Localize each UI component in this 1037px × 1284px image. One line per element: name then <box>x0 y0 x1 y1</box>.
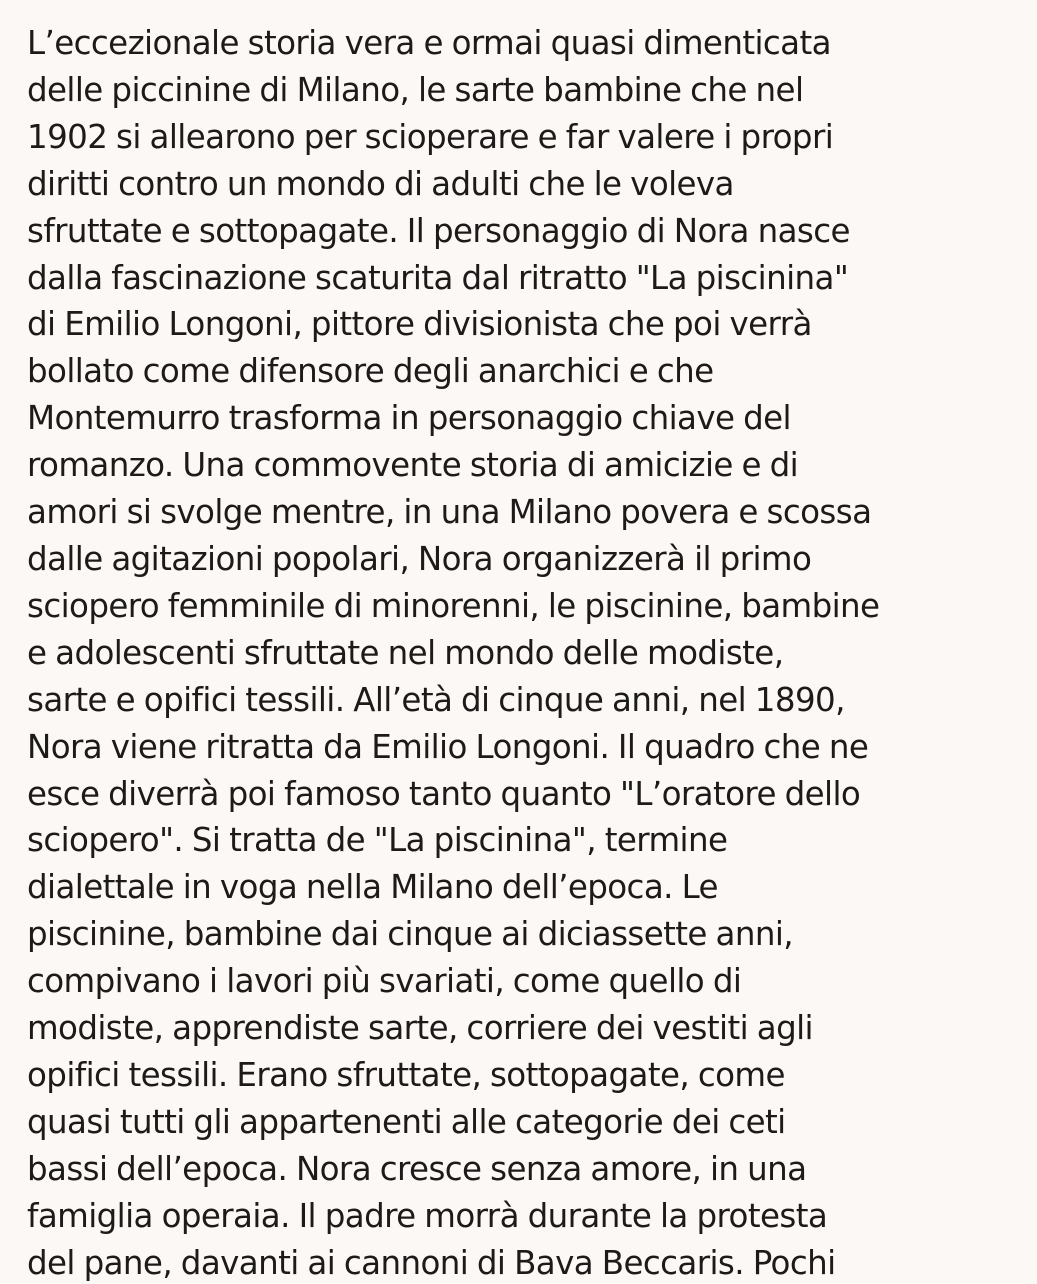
text-line: modiste, apprendiste sarte, corriere dei vestiti agli <box>27 1009 813 1048</box>
text-line: L’eccezionale storia vera e ormai quasi dimenticata <box>27 24 831 62</box>
text-line: sciopero femminile di minorenni, le piscinine, bambine <box>27 586 880 625</box>
text-line: sfruttate e sottopagate. Il personaggio di Nora nasce <box>27 211 850 250</box>
text-line: dalle agitazioni popolari, Nora organizzerà il primo <box>27 539 812 578</box>
text-line: sciopero". Si tratta de "La piscinina", termine <box>27 821 728 860</box>
text-line: piscinine, bambine dai cinque ai diciassette anni, <box>27 915 794 954</box>
text-line: compivano i lavori più svariati, come quello di <box>27 962 742 1001</box>
text-line: e adolescenti sfruttate nel mondo delle modiste, <box>27 633 784 672</box>
text-line: dalla fascinazione scaturita dal ritratto "La piscinina" <box>27 258 849 297</box>
text-line: quasi tutti gli appartenenti alle categorie dei ceti <box>27 1102 786 1141</box>
text-line: opifici tessili. Erano sfruttate, sottopagate, come <box>27 1055 785 1094</box>
body-paragraph <box>27 20 1027 1284</box>
text-line: bassi dell’epoca. Nora cresce senza amore, in una <box>27 1149 807 1188</box>
text-line: di Emilio Longoni, pittore divisionista che poi verrà <box>27 305 812 344</box>
text-line: del pane, davanti ai cannoni di Bava Beccaris. Pochi <box>27 1243 836 1282</box>
text-line: sarte e opifici tessili. All’età di cinque anni, nel 1890, <box>27 680 845 719</box>
text-line: 1902 si allearono per scioperare e far valere i propri <box>27 117 834 156</box>
text-line: delle piccinine di Milano, le sarte bambine che nel <box>27 70 804 109</box>
text-line: bollato come difensore degli anarchici e che <box>27 352 714 391</box>
text-line: romanzo. Una commovente storia di amicizie e di <box>27 446 799 485</box>
text-line: dialettale in voga nella Milano dell’epoca. Le <box>27 868 718 907</box>
text-line: Nora viene ritratta da Emilio Longoni. Il quadro che ne <box>27 727 869 766</box>
text-line: famiglia operaia. Il padre morrà durante la protesta <box>27 1196 828 1235</box>
text-line: amori si svolge mentre, in una Milano povera e scossa <box>27 493 872 532</box>
text-line: Montemurro trasforma in personaggio chiave del <box>27 399 791 438</box>
text-line: diritti contro un mondo di adulti che le voleva <box>27 164 734 203</box>
text-line: esce diverrà poi famoso tanto quanto "L’oratore dello <box>27 774 861 813</box>
